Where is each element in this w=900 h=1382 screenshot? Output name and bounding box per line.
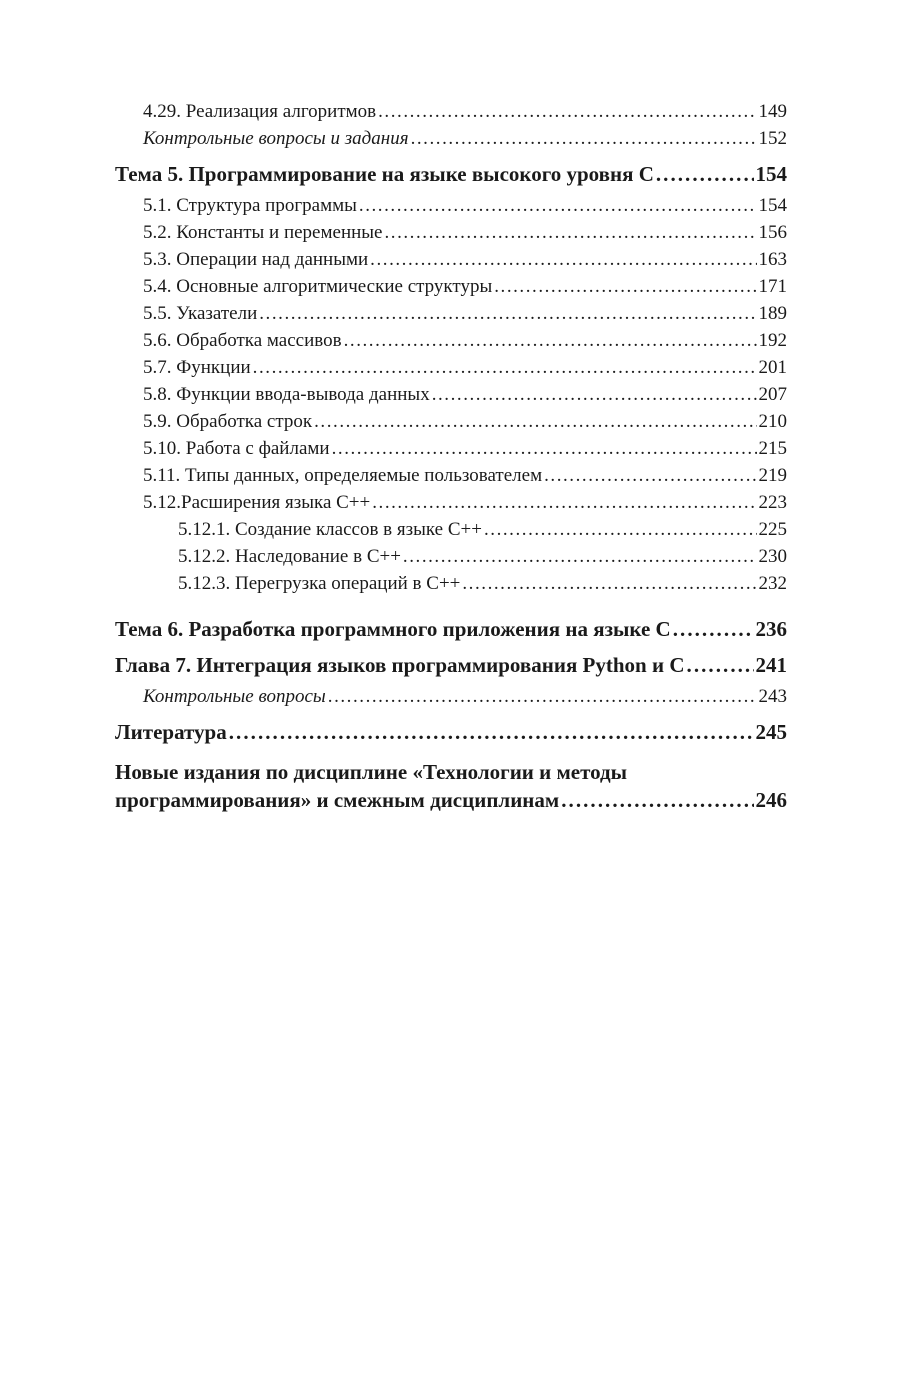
toc-chapter-title-line1: Новые издания по дисциплине «Технологии и методы [115, 760, 628, 784]
dot-leader [229, 714, 754, 750]
table-of-contents [115, 98, 787, 814]
dot-leader [687, 647, 754, 683]
toc-chapter-title-line2: программирования» и смежным дисциплинам [115, 788, 560, 812]
toc-entry-title: 5.11. Типы данных, определяемые пользователем [143, 465, 543, 486]
dot-leader [378, 98, 756, 125]
toc-chapter-entry-multiline[interactable] [115, 758, 787, 814]
toc-entry-page: 154 [758, 195, 787, 216]
toc-entry[interactable] [115, 489, 787, 516]
dot-leader [403, 543, 757, 570]
dot-leader [372, 489, 756, 516]
toc-chapter-page: 246 [755, 788, 787, 812]
toc-entry-title: Контрольные вопросы [143, 686, 326, 707]
toc-entry[interactable] [115, 683, 787, 710]
toc-entry-title: 5.12.1. Создание классов в языке С++ [178, 519, 482, 540]
toc-chapter-page: 241 [755, 653, 787, 677]
toc-chapter-page: 236 [755, 617, 787, 641]
toc-entry[interactable] [115, 408, 787, 435]
dot-leader [544, 462, 756, 489]
toc-entry[interactable] [115, 435, 787, 462]
toc-entry[interactable] [115, 219, 787, 246]
dot-leader [432, 381, 757, 408]
toc-entry-title: 4.29. Реализация алгоритмов [143, 101, 377, 122]
toc-entry-page: 152 [758, 128, 787, 149]
dot-leader [494, 273, 756, 300]
toc-chapter-entry[interactable] [115, 611, 787, 647]
toc-subentry[interactable] [115, 543, 787, 570]
toc-chapter-page: 154 [755, 162, 787, 186]
toc-entry[interactable] [115, 246, 787, 273]
toc-entry-page: 219 [758, 465, 787, 486]
toc-entry-title: 5.7. Функции [143, 357, 251, 378]
toc-entry-title: 5.12.2. Наследование в С++ [178, 546, 401, 567]
toc-entry-page: 171 [758, 276, 787, 297]
toc-subentry[interactable] [115, 516, 787, 543]
toc-entry-page: 210 [758, 411, 787, 432]
toc-subentry[interactable] [115, 570, 787, 597]
toc-chapter-entry[interactable] [115, 714, 787, 750]
dot-leader [332, 435, 757, 462]
toc-entry[interactable] [115, 462, 787, 489]
dot-leader [259, 300, 756, 327]
dot-leader [484, 516, 757, 543]
toc-entry-page: 149 [758, 101, 787, 122]
toc-entry[interactable] [115, 381, 787, 408]
dot-leader [561, 786, 753, 814]
toc-entry-title: 5.9. Обработка строк [143, 411, 313, 432]
toc-chapter-title: Тема 6. Разработка программного приложения на языке С [115, 617, 671, 641]
toc-entry-page: 156 [758, 222, 787, 243]
dot-leader [314, 408, 756, 435]
toc-entry[interactable] [115, 354, 787, 381]
toc-entry[interactable] [115, 300, 787, 327]
toc-chapter-page: 245 [755, 720, 787, 744]
dot-leader [384, 219, 756, 246]
toc-entry-page: 215 [758, 438, 787, 459]
toc-entry-title: 5.4. Основные алгоритмические структуры [143, 276, 493, 297]
toc-entry-title: 5.6. Обработка массивов [143, 330, 342, 351]
toc-entry-title: 5.12.Расширения языка С++ [143, 492, 371, 513]
toc-entry-page: 207 [758, 384, 787, 405]
toc-entry[interactable] [115, 273, 787, 300]
dot-leader [328, 683, 757, 710]
dot-leader [370, 246, 756, 273]
toc-entry-page: 232 [758, 573, 787, 594]
dot-leader [656, 156, 754, 192]
toc-chapter-title: Глава 7. Интеграция языков программирования Python и С [115, 653, 685, 677]
toc-entry-title: 5.2. Константы и переменные [143, 222, 383, 243]
toc-entry-title: 5.12.3. Перегрузка операций в С++ [178, 573, 461, 594]
toc-chapter-title: Тема 5. Программирование на языке высокого уровня С [115, 162, 654, 186]
toc-entry-title: 5.8. Функции ввода-вывода данных [143, 384, 430, 405]
dot-leader [673, 611, 754, 647]
toc-entry[interactable] [115, 192, 787, 219]
toc-entry-title: 5.3. Операции над данными [143, 249, 369, 270]
toc-entry-page: 192 [758, 330, 787, 351]
toc-entry-title: 5.1. Структура программы [143, 195, 357, 216]
toc-entry-page: 223 [758, 492, 787, 513]
toc-entry-title: 5.10. Работа с файлами [143, 438, 330, 459]
dot-leader [411, 125, 757, 152]
toc-entry[interactable] [115, 98, 787, 125]
toc-chapter-entry[interactable] [115, 647, 787, 683]
toc-entry[interactable] [115, 327, 787, 354]
toc-entry-page: 201 [758, 357, 787, 378]
toc-entry-page: 230 [758, 546, 787, 567]
toc-chapter-entry[interactable] [115, 156, 787, 192]
toc-entry-title: 5.5. Указатели [143, 303, 258, 324]
toc-chapter-title: Литература [115, 720, 227, 744]
toc-entry-page: 163 [758, 249, 787, 270]
toc-entry-page: 225 [758, 519, 787, 540]
toc-entry-page: 243 [758, 686, 787, 707]
dot-leader [462, 570, 756, 597]
toc-entry-title: Контрольные вопросы и задания [143, 128, 409, 149]
dot-leader [344, 327, 757, 354]
toc-entry[interactable] [115, 125, 787, 152]
dot-leader [253, 354, 757, 381]
dot-leader [359, 192, 757, 219]
toc-entry-page: 189 [758, 303, 787, 324]
